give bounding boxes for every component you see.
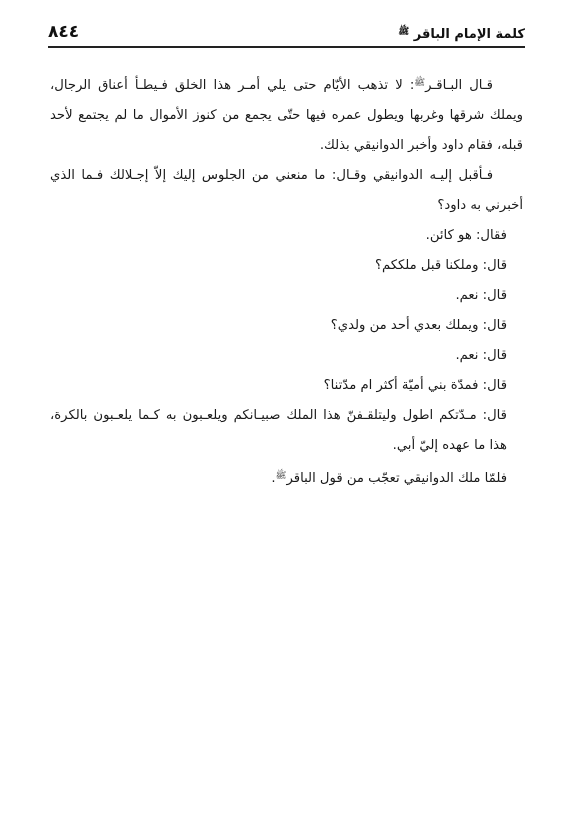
page-body <box>50 68 523 494</box>
running-title-text: كلمة الإمام الباقر <box>413 27 525 42</box>
running-title <box>398 25 525 42</box>
dialogue-line: قال: ويملك بعدي أحد من ولدي؟ <box>330 318 507 333</box>
dialogue-line: قال: مـدّتكم اطول وليتلقـفنّ هذا الملك صبيـانكم ويلعـبون به كـما يلعـبون بالكرة، هذا ما عهده إليّ أبي. <box>50 408 507 453</box>
header-divider <box>48 46 525 48</box>
paragraph-text: : لا تذهب الأيّام حتى يلي أمـر هذا الخلق فـيطـأ أعناق الرجال، ويملك شرقها وغربها ويطول عمره فيها حتّى يجمع من كنوز الأموال ما لم يجتمع لأحد قبله، فقام داود وأخبر الدوانيقي بذلك. <box>50 78 523 153</box>
dialogue-line: قال: وملكنا قبل ملككم؟ <box>374 258 507 273</box>
paragraph: فـأقبل إليـه الدوانيقي وقـال: ما منعني من الجلوس إليك إلاّ إجـلالك فـما الذي أخبرني به داود؟ <box>50 168 523 213</box>
page-number: ٨٤٤ <box>48 22 80 42</box>
honorific-mark: ﷺ <box>398 27 410 37</box>
dialogue-line: قال: نعم. <box>455 288 507 303</box>
paragraph-text: قـال البـاقـر <box>425 78 493 93</box>
dialogue-line <box>50 461 523 494</box>
dialogue-line: قال: نعم. <box>455 348 507 363</box>
paragraph-text: فلمّا ملك الدوانيقي تعجّب من قول الباقر <box>286 471 507 486</box>
paragraph <box>50 68 523 161</box>
honorific-mark: ﷺ <box>414 78 426 88</box>
paragraph-text: . <box>271 471 276 486</box>
dialogue-line: فقال: هو كائن. <box>425 228 507 243</box>
honorific-mark: ﷺ <box>275 471 287 481</box>
dialogue-line: قال: فمدّة بني أميّة أكثر ام مدّتنا؟ <box>323 378 507 393</box>
page-header <box>48 14 525 42</box>
